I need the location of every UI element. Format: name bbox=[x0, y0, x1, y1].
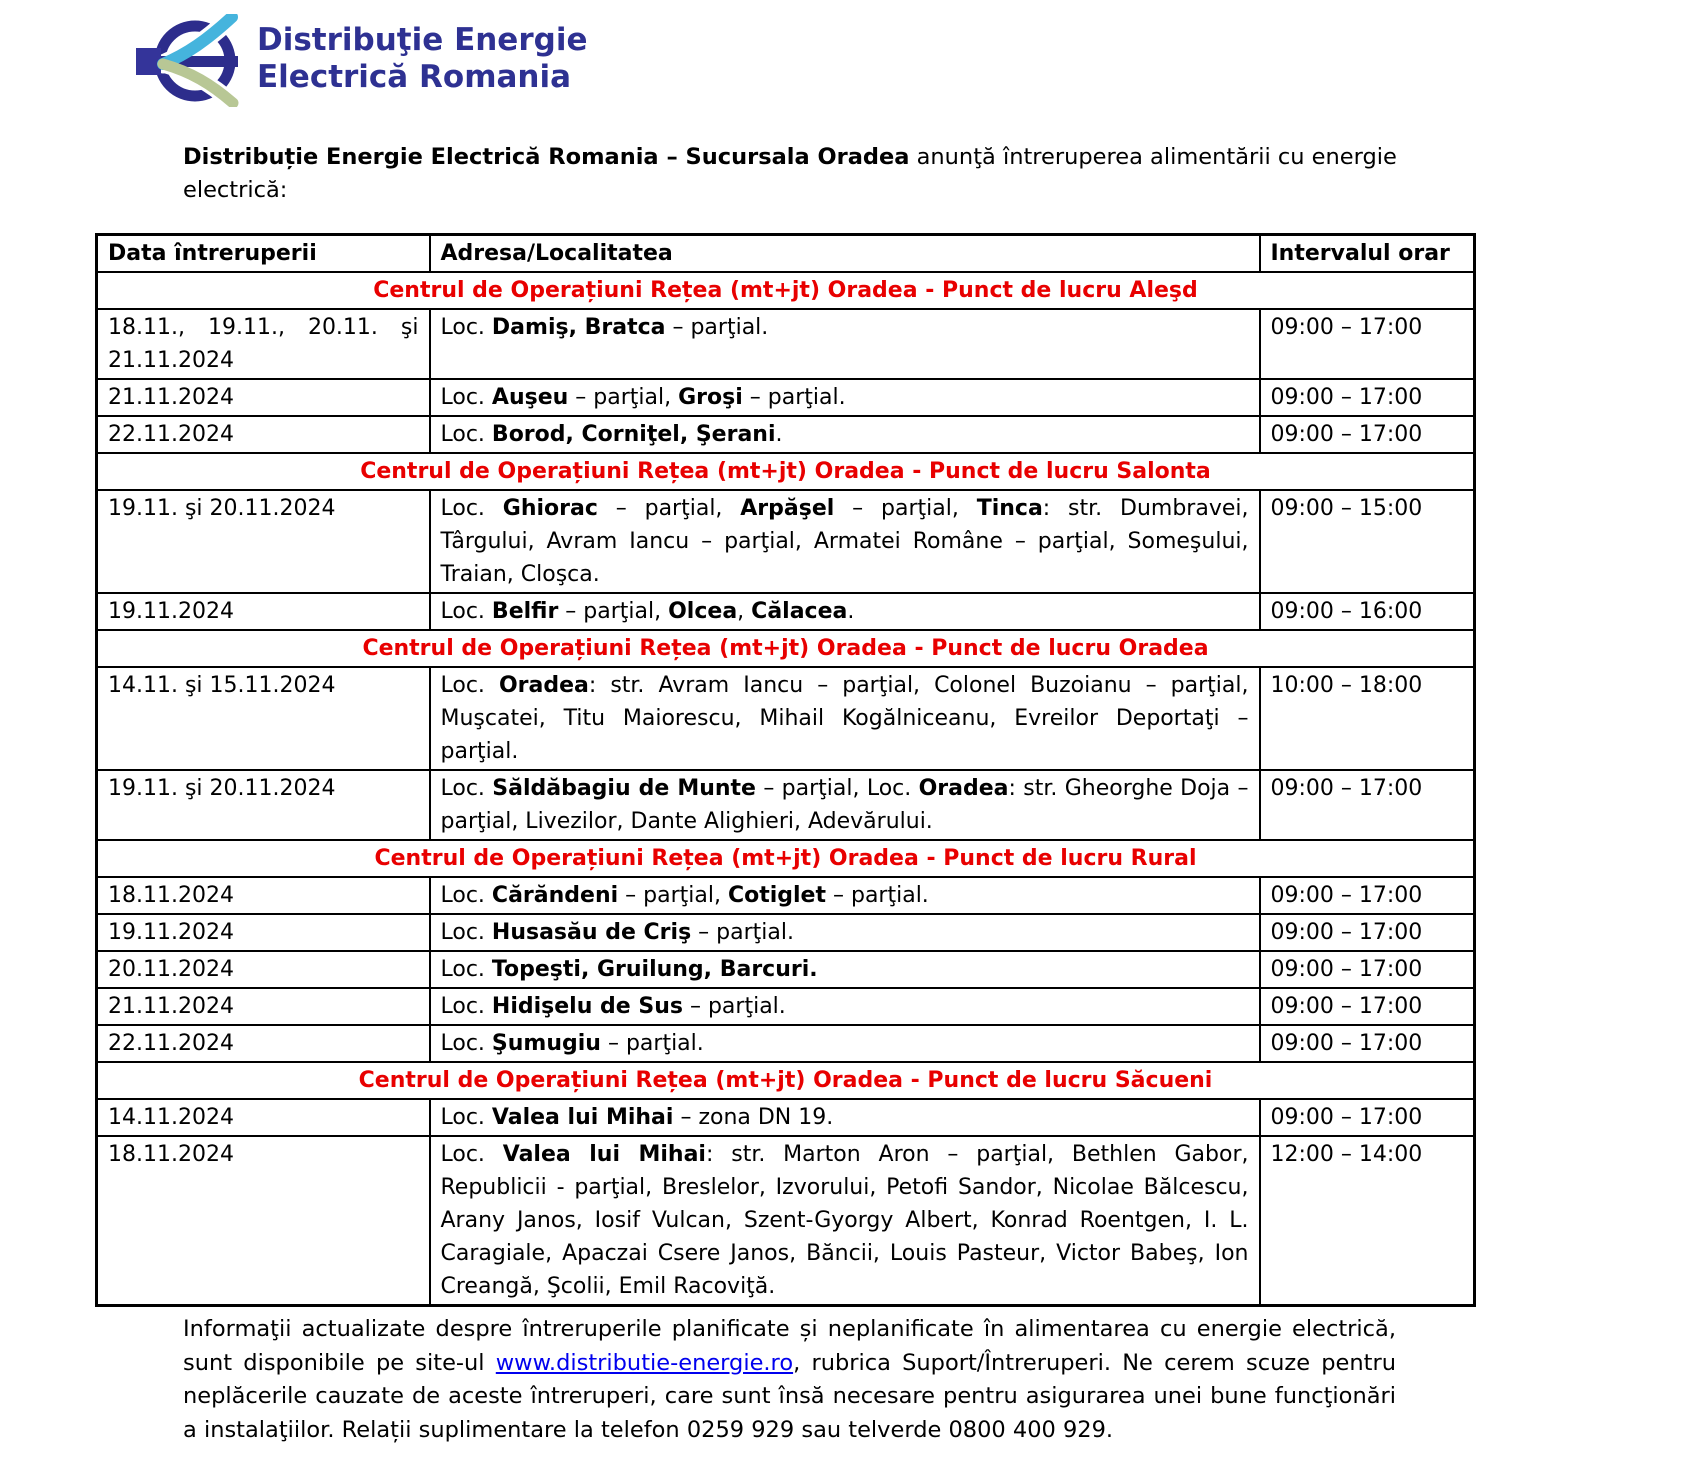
date-cell: 19.11. şi 20.11.2024 bbox=[97, 770, 430, 840]
table-row bbox=[97, 593, 1475, 630]
address-cell bbox=[430, 416, 1260, 453]
text: – parţial, bbox=[618, 883, 728, 908]
date-cell: 20.11.2024 bbox=[97, 951, 430, 988]
interval-cell: 12:00 – 14:00 bbox=[1260, 1136, 1475, 1306]
date-cell: 19.11.2024 bbox=[97, 593, 430, 630]
interval-cell: 10:00 – 18:00 bbox=[1260, 667, 1475, 770]
address-cell bbox=[430, 877, 1260, 914]
table-row bbox=[97, 914, 1475, 951]
address-cell bbox=[430, 1099, 1260, 1136]
text: Loc. bbox=[440, 599, 492, 624]
outage-table bbox=[95, 233, 1476, 1307]
section-title: Centrul de Operațiuni Rețea (mt+jt) Oradea - Punct de lucru Salonta bbox=[97, 453, 1475, 490]
announcement-page bbox=[0, 14, 1699, 1466]
table-header-row bbox=[97, 235, 1475, 273]
interval-cell: 09:00 – 17:00 bbox=[1260, 309, 1475, 379]
bold-text: Cotiglet bbox=[727, 883, 826, 908]
address-cell bbox=[430, 667, 1260, 770]
text: – parţial. bbox=[691, 920, 794, 945]
bold-text: Auşeu bbox=[491, 385, 569, 410]
text: Loc. bbox=[440, 920, 492, 945]
bold-text: Belfir bbox=[491, 599, 559, 624]
text: : str. Avram Iancu – parţial, Colonel Buzoianu – parţial, Muşcatei, Titu Maiorescu, Mihail Kogălniceanu, Evreilor Deportaţi – parţial. bbox=[440, 673, 1249, 764]
bold-text: Valea lui Mihai bbox=[502, 1142, 706, 1167]
section-header-row bbox=[97, 453, 1475, 490]
bold-text: Husasău de Criş bbox=[491, 920, 692, 945]
table-row bbox=[97, 988, 1475, 1025]
address-cell bbox=[430, 770, 1260, 840]
address-cell bbox=[430, 951, 1260, 988]
section-header-row bbox=[97, 1062, 1475, 1099]
text: , bbox=[737, 599, 752, 624]
text: Loc. bbox=[440, 315, 492, 340]
text: – parţial, bbox=[568, 385, 679, 410]
section-header-row bbox=[97, 630, 1475, 667]
date-cell: 18.11.2024 bbox=[97, 877, 430, 914]
address-cell bbox=[430, 1025, 1260, 1062]
interval-cell: 09:00 – 17:00 bbox=[1260, 379, 1475, 416]
text: Loc. bbox=[440, 496, 503, 521]
interval-cell: 09:00 – 17:00 bbox=[1260, 914, 1475, 951]
date-cell: 21.11.2024 bbox=[97, 379, 430, 416]
text: – parţial. bbox=[826, 883, 929, 908]
date-cell: 18.11.2024 bbox=[97, 1136, 430, 1306]
bold-text: Arpăşel bbox=[740, 496, 835, 521]
text: Loc. bbox=[440, 994, 492, 1019]
interval-cell: 09:00 – 17:00 bbox=[1260, 1025, 1475, 1062]
text: – parţial, bbox=[558, 599, 669, 624]
bold-text: Olcea bbox=[668, 599, 738, 624]
bold-text: Hidişelu de Sus bbox=[491, 994, 683, 1019]
outage-table-body bbox=[97, 272, 1475, 1306]
address-cell bbox=[430, 593, 1260, 630]
text: – parţial, Loc. bbox=[755, 776, 919, 801]
address-cell bbox=[430, 309, 1260, 379]
text: Loc. bbox=[440, 385, 492, 410]
bold-text: Valea lui Mihai bbox=[491, 1105, 674, 1130]
interval-cell: 09:00 – 17:00 bbox=[1260, 416, 1475, 453]
text: , rubrica Suport/Întreruperi. Ne cerem scuze pentru neplăcerile cauzate de aceste întreruperi, care sunt însă necesare pentru asigurarea unei bune funcţionări a instalaţiilor. Relații suplimentare la telefon 0259 929 sau telverde 0800 400 929. bbox=[183, 1349, 1396, 1443]
text: Loc. bbox=[440, 883, 492, 908]
table-row bbox=[97, 667, 1475, 770]
address-cell bbox=[430, 914, 1260, 951]
table-row bbox=[97, 1136, 1475, 1306]
table-row bbox=[97, 309, 1475, 379]
website-link[interactable]: www.distributie-energie.ro bbox=[495, 1349, 794, 1376]
text: Loc. bbox=[440, 422, 492, 447]
date-cell: 22.11.2024 bbox=[97, 416, 430, 453]
bold-text: Damiş, Bratca bbox=[491, 315, 666, 340]
text: – zona DN 19. bbox=[673, 1105, 834, 1130]
text: – parţial. bbox=[682, 994, 786, 1019]
header-interval: Intervalul orar bbox=[1260, 235, 1475, 273]
bold-text: Săldăbagiu de Munte bbox=[492, 776, 756, 801]
interval-cell: 09:00 – 17:00 bbox=[1260, 988, 1475, 1025]
text: – parţial. bbox=[742, 385, 846, 410]
text: Loc. bbox=[440, 1031, 492, 1056]
interval-cell: 09:00 – 17:00 bbox=[1260, 877, 1475, 914]
bold-text: Borod, Corniţel, Şerani bbox=[491, 422, 776, 447]
bold-text: Topeşti, Gruilung, Barcuri. bbox=[491, 957, 818, 982]
bold-text: Călacea bbox=[751, 599, 848, 624]
text: Loc. bbox=[440, 1142, 503, 1167]
interval-cell: 09:00 – 17:00 bbox=[1260, 951, 1475, 988]
date-cell: 21.11.2024 bbox=[97, 988, 430, 1025]
section-title: Centrul de Operațiuni Rețea (mt+jt) Oradea - Punct de lucru Oradea bbox=[97, 630, 1475, 667]
bold-text: Oradea bbox=[498, 673, 589, 698]
section-title: Centrul de Operațiuni Rețea (mt+jt) Oradea - Punct de lucru Aleşd bbox=[97, 272, 1475, 309]
company-name bbox=[257, 22, 587, 96]
interval-cell: 09:00 – 17:00 bbox=[1260, 1099, 1475, 1136]
interval-cell: 09:00 – 16:00 bbox=[1260, 593, 1475, 630]
table-row bbox=[97, 379, 1475, 416]
table-row bbox=[97, 490, 1475, 593]
text: Loc. bbox=[440, 1105, 492, 1130]
section-title: Centrul de Operațiuni Rețea (mt+jt) Oradea - Punct de lucru Săcueni bbox=[97, 1062, 1475, 1099]
date-cell: 18.11., 19.11., 20.11. şi 21.11.2024 bbox=[97, 309, 430, 379]
company-name-line2: Electrică Romania bbox=[257, 59, 572, 95]
table-row bbox=[97, 770, 1475, 840]
company-name-line1: Distribuţie Energie bbox=[257, 22, 588, 58]
table-row bbox=[97, 1099, 1475, 1136]
text: Loc. bbox=[440, 776, 493, 801]
power-plug-circle-icon bbox=[135, 14, 243, 107]
text: – parţial, bbox=[834, 496, 977, 521]
bold-text: Cărăndeni bbox=[491, 883, 619, 908]
interval-cell: 09:00 – 15:00 bbox=[1260, 490, 1475, 593]
text: : str. Marton Aron – parţial, Bethlen Gabor, Republicii - parţial, Breslelor, Izvorului, Petofi Sandor, Nicolae Bălcescu, Arany Janos, Iosif Vulcan, Szent-Gyorgy Albert, Konrad Roentgen, I. L. Caragiale, Apaczai Csere Janos, Băncii, Louis Pasteur, Victor Babeş, Ion Creangă, Şcolii, Emil Racoviţă. bbox=[440, 1142, 1249, 1299]
text: – parţial, bbox=[597, 496, 741, 521]
date-cell: 22.11.2024 bbox=[97, 1025, 430, 1062]
address-cell bbox=[430, 988, 1260, 1025]
bold-text: Tinca bbox=[976, 496, 1043, 521]
text: – parţial. bbox=[600, 1031, 704, 1056]
text: . bbox=[847, 599, 855, 624]
table-row bbox=[97, 877, 1475, 914]
interval-cell: 09:00 – 17:00 bbox=[1260, 770, 1475, 840]
company-logo bbox=[135, 14, 1699, 109]
bold-text: Groşi bbox=[678, 385, 743, 410]
address-cell bbox=[430, 1136, 1260, 1306]
outage-table-wrapper bbox=[95, 233, 1473, 1307]
section-title: Centrul de Operațiuni Rețea (mt+jt) Oradea - Punct de lucru Rural bbox=[97, 840, 1475, 877]
date-cell: 14.11.2024 bbox=[97, 1099, 430, 1136]
date-cell: 14.11. şi 15.11.2024 bbox=[97, 667, 430, 770]
table-row bbox=[97, 951, 1475, 988]
header-date: Data întreruperii bbox=[97, 235, 430, 273]
address-cell bbox=[430, 490, 1260, 593]
intro-rest: anunţă întreruperea alimentării cu energie electrică: bbox=[183, 144, 1397, 203]
table-row bbox=[97, 1025, 1475, 1062]
intro-company-bold: Distribuție Energie Electrică Romania – Sucursala Oradea bbox=[183, 144, 910, 170]
section-header-row bbox=[97, 840, 1475, 877]
table-row bbox=[97, 416, 1475, 453]
text: : str. Gheorghe Doja – parţial, Livezilor, Dante Alighieri, Adevărului. bbox=[440, 776, 1249, 834]
bold-text: Ghiorac bbox=[502, 496, 598, 521]
intro-paragraph bbox=[183, 141, 1398, 207]
footer-paragraph bbox=[183, 1313, 1396, 1447]
text: . bbox=[775, 422, 783, 447]
address-cell bbox=[430, 379, 1260, 416]
text: Informaţii actualizate despre întreruperile planificate și neplanificate în alimentarea cu energie electrică, sunt disponibile pe site-ul bbox=[183, 1316, 1396, 1376]
text: Loc. bbox=[440, 957, 492, 982]
text: : str. Dumbravei, Târgului, Avram Iancu – parţial, Armatei Române – parţial, Someşului, Traian, Cloşca. bbox=[440, 496, 1249, 587]
header-address: Adresa/Localitatea bbox=[430, 235, 1260, 273]
bold-text: Şumugiu bbox=[491, 1031, 601, 1056]
text: – parţial. bbox=[665, 315, 769, 340]
bold-text: Oradea bbox=[918, 776, 1009, 801]
date-cell: 19.11.2024 bbox=[97, 914, 430, 951]
date-cell: 19.11. şi 20.11.2024 bbox=[97, 490, 430, 593]
section-header-row bbox=[97, 272, 1475, 309]
text: Loc. bbox=[440, 673, 499, 698]
